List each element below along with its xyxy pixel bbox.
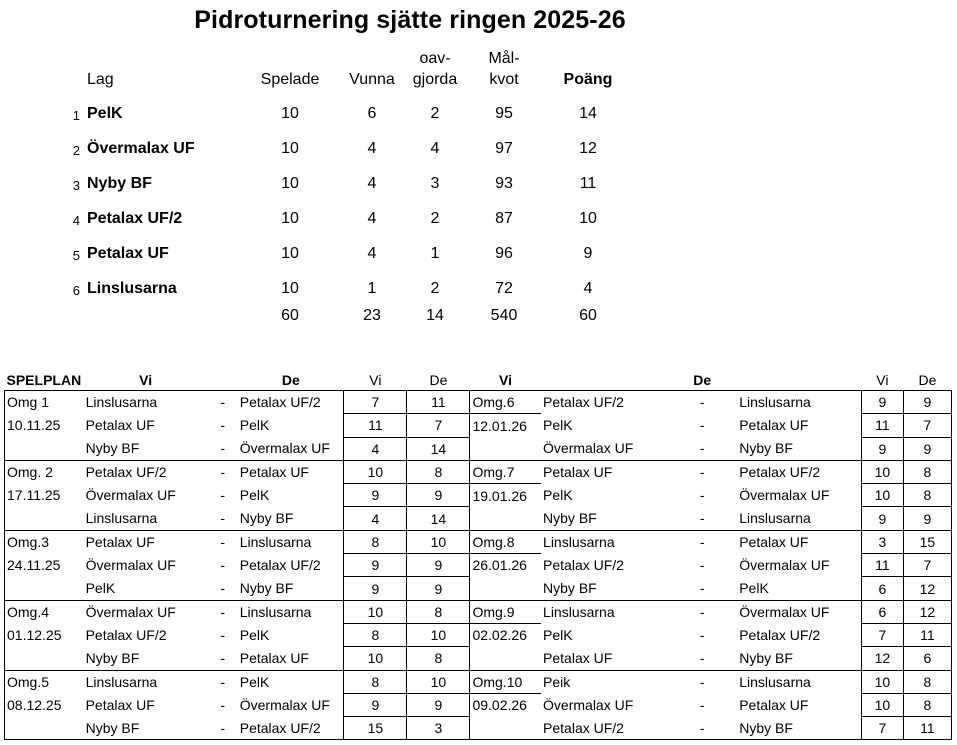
points-value: 11 bbox=[579, 175, 597, 192]
home-team: Linslusarna bbox=[541, 600, 667, 623]
match-row bbox=[5, 507, 952, 530]
score-vi: 6 bbox=[861, 577, 903, 600]
separator: - bbox=[699, 650, 705, 667]
home-team: Petalax UF/2 bbox=[85, 627, 167, 644]
page-title: Pidroturnering sjätte ringen 2025-26 bbox=[194, 6, 626, 34]
away-team: Petalax UF/2 bbox=[238, 717, 344, 740]
away-team: Petalax UF bbox=[737, 530, 861, 553]
match-row bbox=[5, 647, 952, 670]
score-vi: 9 bbox=[344, 484, 407, 507]
points-value: 12 bbox=[579, 140, 597, 157]
drawn-value: 2 bbox=[430, 105, 440, 122]
score-vi: 6 bbox=[861, 600, 903, 623]
played-value: 10 bbox=[281, 210, 299, 227]
away-team: PelK bbox=[239, 417, 270, 434]
away-team: Linslusarna bbox=[737, 670, 861, 693]
home-team: Övermalax UF bbox=[543, 697, 634, 713]
total-played: 60 bbox=[281, 307, 299, 324]
total-drawn: 14 bbox=[426, 307, 444, 324]
score-de: 10 bbox=[407, 670, 470, 693]
standings-row bbox=[0, 210, 700, 232]
spelplan-label: SPELPLAN bbox=[6, 372, 82, 388]
header-drawn-line1: oav- bbox=[419, 50, 451, 67]
away-team: Övermalax UF bbox=[737, 600, 861, 623]
score-de: 8 bbox=[407, 647, 470, 670]
team-name: Petalax UF bbox=[87, 245, 169, 262]
rank: 5 bbox=[72, 248, 80, 263]
separator: - bbox=[208, 600, 238, 623]
away-team: Linslusarna bbox=[238, 530, 344, 553]
round-label: Omg.7 bbox=[470, 460, 541, 483]
score-vi: 7 bbox=[861, 717, 903, 740]
home-team: Linslusarna bbox=[84, 391, 208, 414]
rank: 4 bbox=[72, 213, 80, 228]
score-vi: 7 bbox=[861, 623, 903, 646]
drawn-value: 2 bbox=[430, 280, 440, 297]
score-de: 7 bbox=[407, 414, 470, 437]
score-vi: 10 bbox=[344, 647, 407, 670]
separator: - bbox=[220, 487, 226, 504]
score-de: 8 bbox=[903, 484, 951, 507]
home-team: Linslusarna bbox=[84, 670, 208, 693]
away-team: Övermalax UF bbox=[739, 557, 830, 574]
home-team: Övermalax UF bbox=[85, 557, 176, 574]
score-vi: 3 bbox=[861, 530, 903, 553]
away-team: Petalax UF bbox=[739, 417, 809, 434]
separator: - bbox=[699, 440, 705, 457]
separator: - bbox=[699, 627, 705, 644]
away-team: Linslusarna bbox=[739, 510, 811, 527]
separator: - bbox=[220, 557, 226, 574]
home-team: Petalax UF/2 bbox=[84, 460, 208, 483]
score-de: 6 bbox=[903, 647, 951, 670]
home-team: Petalax UF bbox=[85, 697, 155, 713]
away-team: Övermalax UF bbox=[239, 697, 330, 713]
separator: - bbox=[220, 417, 226, 434]
score-vi: 8 bbox=[344, 670, 407, 693]
separator: - bbox=[220, 697, 226, 713]
header-vi-right: Vi bbox=[499, 372, 512, 388]
separator: - bbox=[667, 391, 737, 414]
rank: 6 bbox=[72, 283, 80, 298]
away-team: Linslusarna bbox=[737, 391, 861, 414]
score-de: 8 bbox=[407, 460, 470, 483]
won-value: 4 bbox=[367, 245, 377, 262]
away-team: Petalax UF bbox=[239, 650, 309, 667]
away-team: Petalax UF/2 bbox=[737, 460, 861, 483]
round-label: Omg. 2 bbox=[5, 460, 84, 483]
home-team: Petalax UF bbox=[541, 460, 667, 483]
schedule-table bbox=[4, 370, 952, 740]
won-value: 4 bbox=[367, 140, 377, 157]
match-row bbox=[5, 391, 952, 414]
home-team: Petalax UF/2 bbox=[541, 391, 667, 414]
score-vi: 11 bbox=[344, 414, 407, 437]
score-de: 14 bbox=[407, 437, 470, 460]
header-de-right: De bbox=[693, 372, 712, 388]
home-team: Övermalax UF bbox=[84, 600, 208, 623]
score-de: 10 bbox=[407, 530, 470, 553]
round-label: Omg.4 bbox=[5, 600, 84, 623]
won-value: 4 bbox=[367, 210, 377, 227]
total-won: 23 bbox=[363, 307, 381, 324]
away-team: Petalax UF bbox=[739, 697, 809, 713]
goal-value: 87 bbox=[495, 210, 513, 227]
played-value: 10 bbox=[281, 140, 299, 157]
score-de: 8 bbox=[903, 460, 951, 483]
match-row bbox=[5, 484, 952, 507]
score-de: 3 bbox=[407, 717, 470, 740]
separator: - bbox=[667, 460, 737, 483]
match-row bbox=[5, 717, 952, 740]
played-value: 10 bbox=[281, 105, 299, 122]
separator: - bbox=[220, 627, 226, 644]
away-team: Petalax UF/2 bbox=[739, 627, 821, 644]
away-team: Övermalax UF bbox=[739, 487, 830, 504]
round-date: 01.12.25 bbox=[5, 623, 84, 646]
header-score-vi: Vi bbox=[369, 372, 382, 388]
home-team: Peik bbox=[541, 670, 667, 693]
score-vi: 9 bbox=[344, 577, 407, 600]
score-vi: 9 bbox=[861, 507, 903, 530]
goal-value: 93 bbox=[495, 175, 513, 192]
score-vi: 10 bbox=[861, 670, 903, 693]
round-label: Omg.8 bbox=[470, 530, 541, 553]
score-de: 12 bbox=[903, 600, 951, 623]
drawn-value: 4 bbox=[430, 140, 440, 157]
score-de: 15 bbox=[903, 530, 951, 553]
rank: 2 bbox=[72, 143, 80, 158]
won-value: 1 bbox=[367, 280, 377, 297]
away-team: Petalax UF/2 bbox=[238, 391, 344, 414]
header-score-vi-right: Vi bbox=[876, 372, 889, 388]
score-vi: 11 bbox=[861, 554, 903, 577]
goal-value: 95 bbox=[495, 105, 513, 122]
score-vi: 10 bbox=[861, 693, 903, 716]
home-team: Petalax UF/2 bbox=[541, 717, 667, 740]
score-de: 7 bbox=[903, 554, 951, 577]
score-vi: 10 bbox=[861, 484, 903, 507]
standings-totals-row bbox=[0, 307, 700, 329]
schedule-header-row bbox=[5, 370, 952, 391]
score-vi: 10 bbox=[344, 460, 407, 483]
score-vi: 4 bbox=[344, 437, 407, 460]
round-date: 12.01.26 bbox=[470, 414, 541, 437]
separator: - bbox=[208, 391, 238, 414]
separator: - bbox=[699, 510, 705, 527]
goal-value: 96 bbox=[495, 245, 513, 262]
match-row bbox=[5, 414, 952, 437]
score-de: 9 bbox=[407, 484, 470, 507]
score-vi: 4 bbox=[344, 507, 407, 530]
header-goal-line2: kvot bbox=[489, 71, 519, 88]
home-team: Linslusarna bbox=[541, 530, 667, 553]
standings-row bbox=[0, 140, 700, 162]
points-value: 9 bbox=[583, 245, 593, 262]
home-team: Nyby BF bbox=[84, 717, 208, 740]
away-team: PelK bbox=[739, 580, 769, 597]
separator: - bbox=[667, 670, 737, 693]
drawn-value: 3 bbox=[430, 175, 440, 192]
score-vi: 12 bbox=[861, 647, 903, 670]
away-team: Övermalax UF bbox=[239, 440, 330, 457]
score-de: 14 bbox=[407, 507, 470, 530]
score-vi: 9 bbox=[861, 391, 903, 414]
round-label: Omg.3 bbox=[5, 530, 84, 553]
header-vi: Vi bbox=[139, 372, 153, 388]
separator: - bbox=[208, 670, 238, 693]
away-team: PelK bbox=[239, 487, 270, 504]
score-vi: 10 bbox=[861, 460, 903, 483]
header-goal-line1: Mål- bbox=[488, 50, 520, 67]
home-team: Linslusarna bbox=[85, 510, 158, 527]
match-row bbox=[5, 460, 952, 483]
round-date: 17.11.25 bbox=[5, 484, 84, 507]
played-value: 10 bbox=[281, 245, 299, 262]
match-row bbox=[5, 554, 952, 577]
round-date: 08.12.25 bbox=[5, 693, 84, 716]
separator: - bbox=[220, 510, 226, 527]
points-value: 14 bbox=[579, 105, 597, 122]
header-score-de: De bbox=[429, 372, 448, 388]
team-name: Petalax UF/2 bbox=[87, 210, 183, 227]
separator: - bbox=[208, 717, 238, 740]
score-vi: 7 bbox=[344, 391, 407, 414]
match-row bbox=[5, 577, 952, 600]
round-label: Omg.10 bbox=[470, 670, 541, 693]
separator: - bbox=[699, 580, 705, 597]
team-name: PelK bbox=[87, 105, 123, 122]
separator: - bbox=[208, 530, 238, 553]
drawn-value: 1 bbox=[430, 245, 440, 262]
away-team: Petalax UF/2 bbox=[239, 557, 321, 574]
score-vi: 8 bbox=[344, 530, 407, 553]
goal-value: 72 bbox=[495, 280, 513, 297]
home-team: Petalax UF bbox=[543, 650, 613, 667]
header-played: Spelade bbox=[260, 71, 320, 88]
home-team: Petalax UF bbox=[85, 417, 155, 434]
home-team: PelK bbox=[543, 627, 573, 644]
home-team: PelK bbox=[543, 417, 573, 434]
header-points: Poäng bbox=[563, 71, 613, 88]
header-score-de-right: De bbox=[918, 372, 937, 388]
round-date: 10.11.25 bbox=[5, 414, 84, 437]
round-label: Omg.9 bbox=[470, 600, 541, 623]
standings-row bbox=[0, 245, 700, 267]
rank: 1 bbox=[72, 108, 80, 123]
away-team: Petalax UF bbox=[238, 460, 344, 483]
points-value: 10 bbox=[579, 210, 597, 227]
score-de: 9 bbox=[903, 391, 951, 414]
round-date: 19.01.26 bbox=[470, 484, 541, 507]
separator: - bbox=[699, 487, 705, 504]
round-date: 26.01.26 bbox=[470, 554, 541, 577]
score-de: 9 bbox=[407, 693, 470, 716]
away-team: Linslusarna bbox=[238, 600, 344, 623]
team-name: Linslusarna bbox=[87, 280, 177, 297]
score-vi: 9 bbox=[344, 554, 407, 577]
score-de: 9 bbox=[407, 577, 470, 600]
score-de: 11 bbox=[407, 391, 470, 414]
played-value: 10 bbox=[281, 280, 299, 297]
round-date: 09.02.26 bbox=[470, 693, 541, 716]
separator: - bbox=[220, 580, 226, 597]
score-de: 8 bbox=[903, 693, 951, 716]
home-team: Nyby BF bbox=[85, 650, 140, 667]
separator: - bbox=[208, 460, 238, 483]
away-team: Nyby BF bbox=[739, 440, 793, 457]
separator: - bbox=[667, 600, 737, 623]
played-value: 10 bbox=[281, 175, 299, 192]
score-vi: 9 bbox=[344, 693, 407, 716]
score-de: 9 bbox=[903, 507, 951, 530]
won-value: 6 bbox=[367, 105, 377, 122]
away-team: Nyby BF bbox=[739, 650, 793, 667]
standings-row bbox=[0, 280, 700, 302]
header-de: De bbox=[281, 372, 300, 388]
team-name: Övermalax UF bbox=[87, 140, 195, 157]
header-team: Lag bbox=[87, 71, 114, 88]
match-row bbox=[5, 437, 952, 460]
home-team: Nyby BF bbox=[543, 580, 597, 597]
away-team: Nyby BF bbox=[239, 580, 294, 597]
match-row bbox=[5, 600, 952, 623]
score-vi: 11 bbox=[861, 414, 903, 437]
score-de: 12 bbox=[903, 577, 951, 600]
home-team: Petalax UF/2 bbox=[543, 557, 624, 574]
separator: - bbox=[699, 697, 705, 713]
standings-row bbox=[0, 175, 700, 197]
score-de: 9 bbox=[407, 554, 470, 577]
home-team: PelK bbox=[543, 487, 573, 504]
score-de: 8 bbox=[903, 670, 951, 693]
header-drawn-line2: gjorda bbox=[412, 71, 458, 88]
round-label: Omg.5 bbox=[5, 670, 84, 693]
round-label: Omg 1 bbox=[5, 391, 84, 414]
match-row bbox=[5, 670, 952, 693]
separator: - bbox=[667, 717, 737, 740]
score-vi: 9 bbox=[861, 437, 903, 460]
match-row bbox=[5, 693, 952, 716]
score-de: 7 bbox=[903, 414, 951, 437]
away-team: PelK bbox=[239, 627, 270, 644]
separator: - bbox=[699, 417, 705, 434]
total-points: 60 bbox=[579, 307, 597, 324]
home-team: PelK bbox=[85, 580, 116, 597]
away-team: Nyby BF bbox=[239, 510, 294, 527]
score-de: 8 bbox=[407, 600, 470, 623]
points-value: 4 bbox=[583, 280, 593, 297]
match-row bbox=[5, 530, 952, 553]
home-team: Övermalax UF bbox=[85, 487, 176, 504]
home-team: Nyby BF bbox=[85, 440, 140, 457]
score-vi: 8 bbox=[344, 623, 407, 646]
won-value: 4 bbox=[367, 175, 377, 192]
score-vi: 15 bbox=[344, 717, 407, 740]
score-de: 9 bbox=[903, 437, 951, 460]
separator: - bbox=[220, 440, 226, 457]
separator: - bbox=[220, 650, 226, 667]
header-won: Vunna bbox=[349, 71, 395, 88]
total-goal: 540 bbox=[490, 307, 518, 324]
team-name: Nyby BF bbox=[87, 175, 152, 192]
rank: 3 bbox=[72, 178, 80, 193]
goal-value: 97 bbox=[495, 140, 513, 157]
score-vi: 10 bbox=[344, 600, 407, 623]
standings-row bbox=[0, 105, 700, 127]
round-date: 24.11.25 bbox=[5, 554, 84, 577]
away-team: PelK bbox=[238, 670, 344, 693]
separator: - bbox=[699, 557, 705, 574]
separator: - bbox=[667, 530, 737, 553]
home-team: Nyby BF bbox=[543, 510, 597, 527]
home-team: Petalax UF bbox=[84, 530, 208, 553]
match-row bbox=[5, 623, 952, 646]
round-date: 02.02.26 bbox=[470, 623, 541, 646]
score-de: 11 bbox=[903, 717, 951, 740]
drawn-value: 2 bbox=[430, 210, 440, 227]
away-team: Nyby BF bbox=[737, 717, 861, 740]
round-label: Omg.6 bbox=[470, 391, 541, 414]
score-de: 11 bbox=[903, 623, 951, 646]
score-de: 10 bbox=[407, 623, 470, 646]
home-team: Övermalax UF bbox=[543, 440, 634, 457]
